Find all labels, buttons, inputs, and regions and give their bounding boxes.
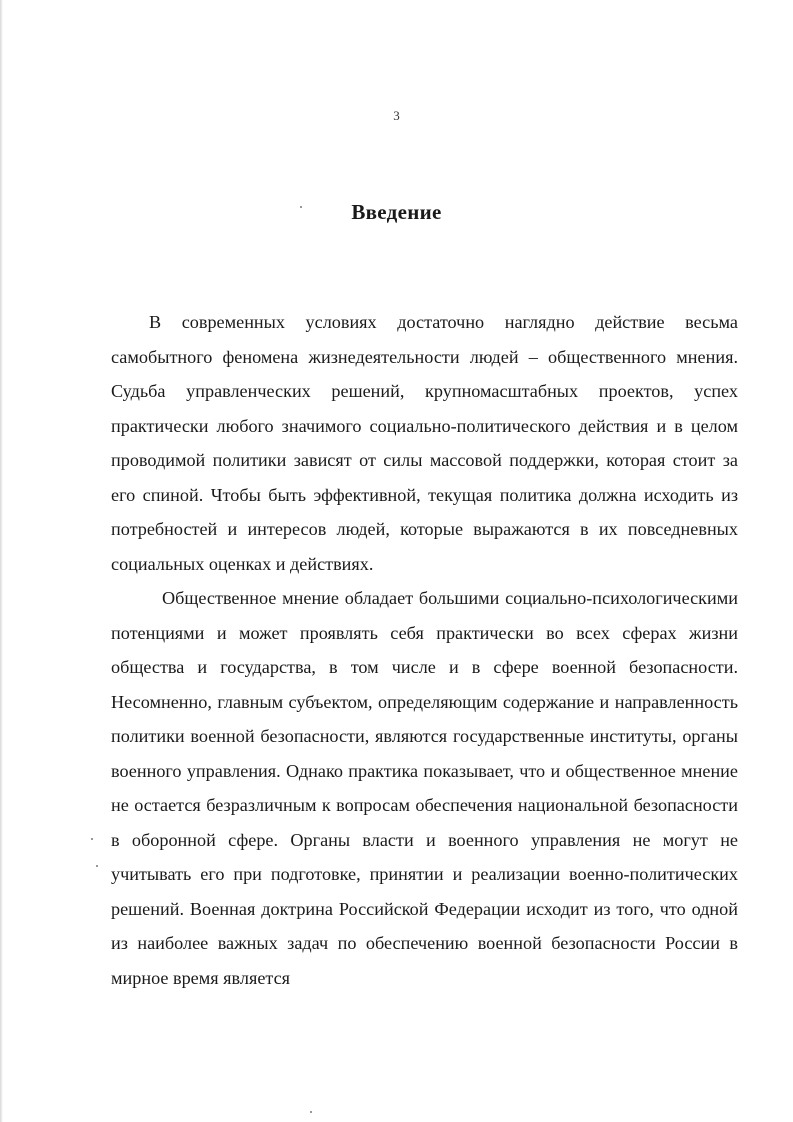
scan-speck [96, 865, 98, 867]
scan-speck [300, 206, 302, 208]
body-text [111, 305, 738, 995]
scan-left-edge [0, 0, 3, 1122]
section-title: Введение [351, 200, 442, 224]
scan-speck [310, 1111, 312, 1113]
scan-speck [91, 838, 93, 840]
paragraph-1: В современных условиях достаточно наглядно действие весьма самобытного феномена жизнедеятельности людей – общественного мнения. Судьба управленческих решений, крупномасштабных проектов, успех практически любого значимого социально-политического действия и в целом проводимой политики зависят от силы массовой поддержки, которая стоит за его спиной. Чтобы быть эффективной, текущая политика должна исходить из потребностей и интересов людей, которые выражаются в их повседневных социальных оценках и действиях. [111, 312, 738, 574]
page-number: 3 [393, 108, 400, 123]
paragraph-2: Общественное мнение обладает большими социально-психологическими потенциями и может проявлять себя практически во всех сферах жизни общества и государства, в том числе и в сфере военной безопасности. Несомненно, главным субъектом, определяющим содержание и направленность политики военной безопасности, являются государственные институты, органы военного управления. Однако практика показывает, что и общественное мнение не остается безразличным к вопросам обеспечения национальной безопасности в оборонной сфере. Органы власти и военного управления не могут не учитывать его при подготовке, принятии и реализации военно-политических решений. Военная доктрина Российской Федерации исходит из того, что одной из наиболее важных задач по обеспечению военной безопасности России в мирное время является [111, 588, 738, 988]
